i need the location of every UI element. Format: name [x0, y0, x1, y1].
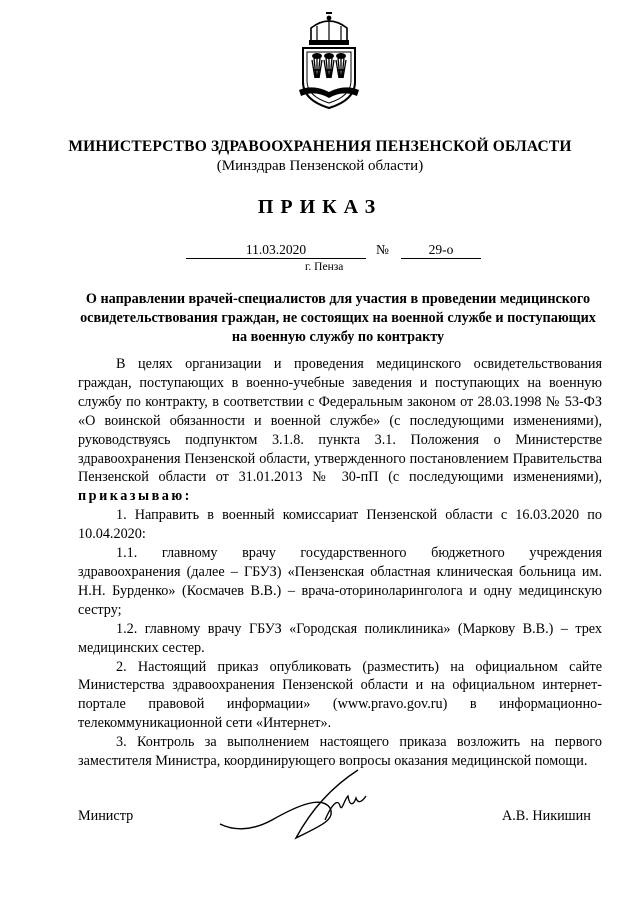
coat-of-arms-icon	[293, 12, 365, 110]
clause-1-1: 1.1. главному врачу государственного бюджетного учреждения здравоохранения (далее – ГБУЗ) «Пензенская областная клиническая больница им. Н.Н. Бурденко» (Космачев В.В.) – врача-оториноларинголога и одну медицинскую сестру;	[78, 545, 602, 618]
clause-1: 1. Направить в военный комиссариат Пензенской области с 16.03.2020 по 10.04.2020:	[78, 507, 602, 543]
clause-2: 2. Настоящий приказ опубликовать (разместить) на официальном сайте Министерства здравоохранения Пензенской области и на официальном интернет-портале правовой информации» (www.pravo.gov.ru) в информационно-телекоммуникационной сети «Интернет».	[78, 658, 602, 732]
order-subject: О направлении врачей-специалистов для участия в проведении медицинского освидетельствования граждан, не состоящих на военной службе и поступающих на военную службу по контракту	[80, 291, 596, 345]
order-date: 11.03.2020	[186, 242, 366, 259]
ministry-name: МИНИСТЕРСТВО ЗДРАВООХРАНЕНИЯ ПЕНЗЕНСКОЙ ОБЛАСТИ	[68, 138, 572, 155]
city: г. Пенза	[305, 261, 344, 273]
intro-paragraph	[78, 355, 602, 506]
document-title: ПРИКАЗ	[257, 196, 383, 218]
clause-1-2: 1.2. главному врачу ГБУЗ «Городская поликлиника» (Маркову В.В.) – трех медицинских сестер.	[78, 620, 602, 656]
document-body	[78, 355, 602, 771]
orders-word: приказываю:	[78, 488, 192, 505]
signatory-name: А.В. Никишин	[502, 808, 591, 824]
handwritten-signature	[160, 768, 400, 840]
number-label: №	[376, 242, 389, 257]
ministry-short-name: (Минздрав Пензенской области)	[216, 158, 424, 174]
intro-text: В целях организации и проведения медицинского освидетельствования граждан, поступающих в военно-учебные заведения и поступающих на военную службу по контракту, в соответствии с Федеральным законом от 28.03.1998 № 53-ФЗ «О воинской обязанности и военной службе» (с последующими изменениями), руководствуясь подпунктом 3.1.8. пункта 3.1. Положения о Министерстве здравоохранения Пензенской области, утвержденного постановлением Правительства Пензенской области от 31.01.2013 № 30-пП (с последующими изменениями),	[78, 356, 602, 486]
order-number: 29-о	[401, 242, 481, 259]
signatory-position: Министр	[78, 808, 134, 824]
clause-3: 3. Контроль за выполнением настоящего приказа возложить на первого заместителя Министра, координирующего вопросы оказания медицинской помощи.	[78, 734, 602, 770]
